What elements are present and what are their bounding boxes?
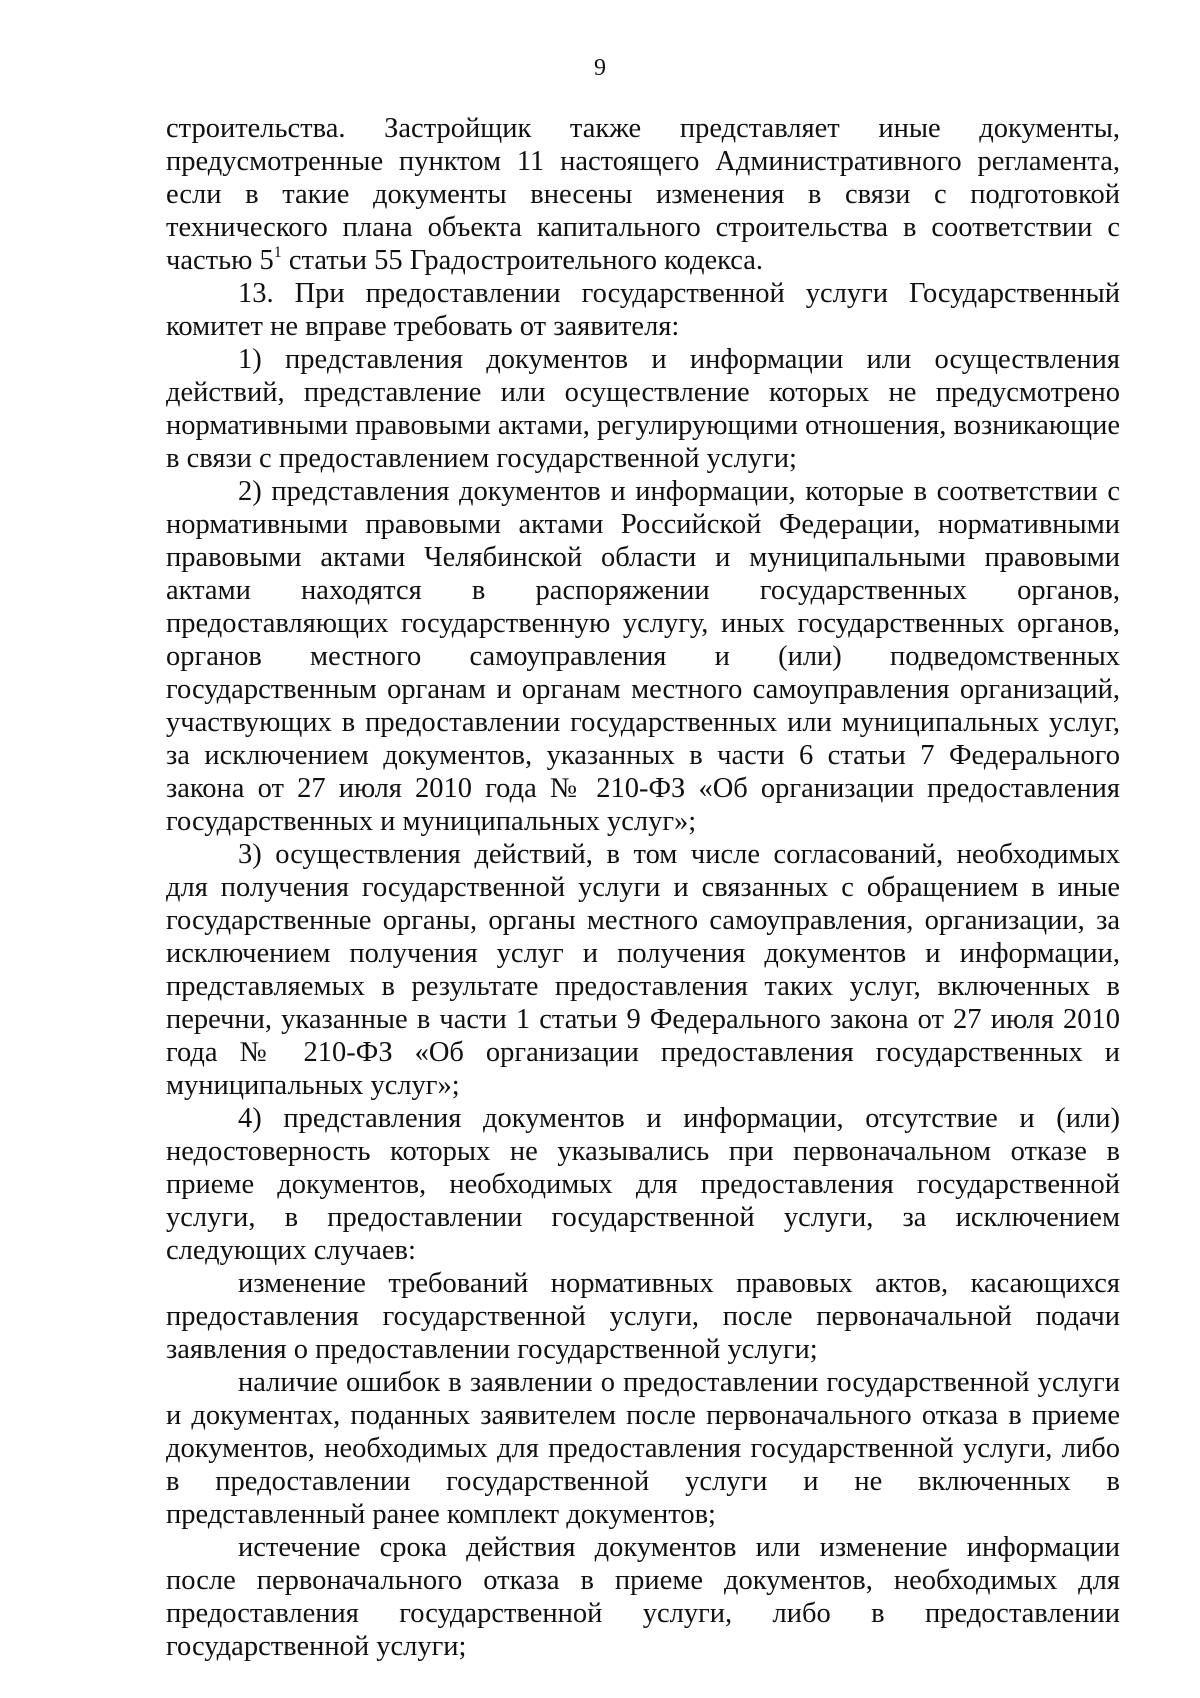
document-body [166, 112, 1120, 1663]
page-number: 9 [594, 55, 606, 81]
paragraph-subitem-1: 1) представления документов и информации или осуществления действий, представление или осуществление которых не предусмотрено нормативными правовыми актами, регулирующими отношения, возникающие в связи с предоставлением государственной услуги; [166, 344, 1120, 474]
paragraph-exception-requirements-change: изменение требований нормативных правовых актов, касающихся предоставления государственной услуги, после первоначальной подачи заявления о предоставлении государственной услуги; [166, 1268, 1120, 1365]
paragraph-subitem-4: 4) представления документов и информации, отсутствие и (или) недостоверность которых не указывались при первоначальном отказе в приеме документов, необходимых для предоставления государственной услуги, в предоставлении государственной услуги, за исключением следующих случаев: [166, 1103, 1120, 1266]
paragraph-subitem-3: 3) осуществления действий, в том числе согласований, необходимых для получения государственной услуги и связанных с обращением в иные государственные органы, органы местного самоуправления, организации, за исключением получения услуг и получения документов и информации, представляемых в результате предоставления таких услуг, включенных в перечни, указанные в части 1 статьи 9 Федерального закона от 27 июля 2010 года № 210-ФЗ «Об организации предоставления государственных и муниципальных услуг»; [166, 839, 1120, 1101]
paragraph-text-tail: статьи 55 Градостроительного кодекса. [281, 245, 764, 276]
paragraph-exception-expiry: истечение срока действия документов или изменение информации после первоначального отказа в приеме документов, необходимых для предоставления государственной услуги, либо в предоставлении государственной услуги; [166, 1532, 1120, 1662]
superscript-part-number: 1 [273, 244, 282, 261]
paragraph-construction-documents [166, 112, 1120, 277]
paragraph-subitem-2: 2) представления документов и информации, которые в соответствии с нормативными правовыми актами Российской Федерации, нормативными правовыми актами Челябинской области и муниципальными правовыми актами находятся в распоряжении государственных органов, предоставляющих государственную услугу, иных государственных органов, органов местного самоуправления и (или) подведомственных государственным органам и органам местного самоуправления организаций, участвующих в предоставлении государственных или муниципальных услуг, за исключением документов, указанных в части 6 статьи 7 Федерального закона от 27 июля 2010 года № 210-ФЗ «Об организации предоставления государственных и муниципальных услуг»; [166, 476, 1120, 837]
paragraph-exception-errors: наличие ошибок в заявлении о предоставлении государственной услуги и документах, поданных заявителем после первоначального отказа в приеме документов, необходимых для предоставления государственной услуги, либо в предоставлении государственной услуги и не включенных в представленный ранее комплект документов; [166, 1367, 1120, 1530]
paragraph-item-13: 13. При предоставлении государственной услуги Государственный комитет не вправе требовать от заявителя: [166, 278, 1120, 342]
paragraph-text: строительства. Застройщик также представляет иные документы, предусмотренные пунктом 11 настоящего Административного регламента, если в такие документы внесены изменения в связи с подготовкой технического плана объекта капитального строительства в соответствии с частью 5 [166, 113, 1120, 276]
